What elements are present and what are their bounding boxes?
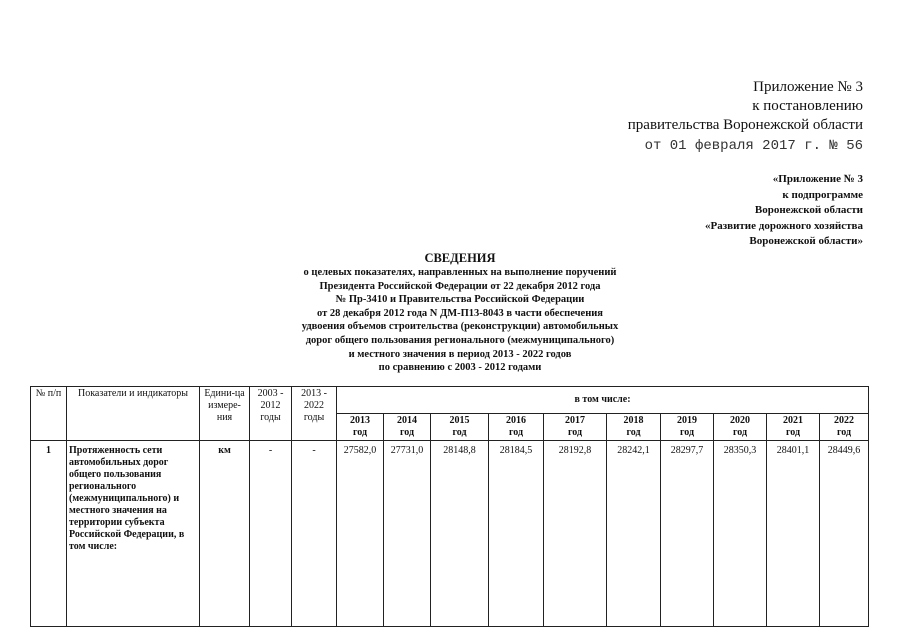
row-value-2014: 27731,0: [384, 441, 431, 627]
subannex-line-5: Воронежской области»: [749, 235, 863, 247]
annex-line-2: к постановлению: [752, 98, 863, 114]
year-unit: год: [785, 427, 801, 438]
year-unit: год: [679, 427, 695, 438]
heading-line: Президента Российской Федерации от 22 декабря 2012 года: [319, 280, 601, 292]
header-year: [384, 414, 431, 441]
annex-decree-number: от 01 февраля 2017 г. № 56: [644, 138, 863, 154]
table-header-row: [31, 387, 869, 414]
row-value-2015: 28148,8: [431, 441, 489, 627]
row-value-2013: 27582,0: [337, 441, 384, 627]
annex-block: [628, 78, 863, 156]
header-year: [714, 414, 767, 441]
year-unit: год: [452, 427, 467, 438]
year-label: 2016: [506, 415, 526, 426]
heading-line: и местного значения в период 2013 - 2022 годов: [348, 348, 572, 360]
header-year: [820, 414, 869, 441]
year-label: 2019: [677, 415, 697, 426]
subannex-line-1: «Приложение № 3: [772, 173, 863, 185]
header-unit: Едини-ца измере-ния: [200, 387, 250, 441]
header-num: № п/п: [31, 387, 67, 441]
row-value-2019: 28297,7: [661, 441, 714, 627]
header-year: [337, 414, 384, 441]
row-period-2003-2012: -: [250, 441, 292, 627]
document-title: СВЕДЕНИЯ: [424, 251, 496, 265]
header-year: [544, 414, 607, 441]
table-row: [31, 441, 869, 627]
year-unit: год: [837, 427, 852, 438]
year-unit: год: [732, 427, 748, 438]
heading-line: о целевых показателях, направленных на выполнение поручений: [303, 267, 617, 278]
row-value-2022: 28449,6: [820, 441, 869, 627]
header-year: [767, 414, 820, 441]
row-value-2021: 28401,1: [767, 441, 820, 627]
row-value-2018: 28242,1: [607, 441, 661, 627]
row-value-2020: 28350,3: [714, 441, 767, 627]
row-period-2013-2022: -: [292, 441, 337, 627]
header-indicators: Показатели и индикаторы: [67, 387, 200, 441]
header-year: [661, 414, 714, 441]
year-unit: год: [352, 427, 368, 438]
year-unit: год: [399, 427, 415, 438]
subannex-line-4: «Развитие дорожного хозяйства: [704, 219, 863, 232]
subannex-line-3: Воронежской области: [754, 204, 863, 216]
year-label: 2015: [449, 415, 470, 426]
row-value-2017: 28192,8: [544, 441, 607, 627]
heading-line: № Пр-3410 и Правительства Российской Федерации: [335, 294, 585, 306]
header-period-2003-2012: 2003 - 2012 годы: [250, 387, 292, 441]
header-year: [489, 414, 544, 441]
year-unit: год: [567, 427, 583, 438]
document-heading: [150, 250, 770, 375]
year-label: 2021: [783, 415, 803, 426]
annex-line-3: правительства Воронежской области: [627, 117, 863, 133]
year-label: 2022: [834, 415, 855, 426]
heading-line: дорог общего пользования регионального (межмуниципального): [305, 334, 615, 346]
year-label: 2014: [397, 415, 417, 426]
year-label: 2013: [350, 415, 370, 426]
row-unit: км: [200, 441, 250, 627]
year-label: 2020: [730, 415, 750, 426]
year-unit: год: [626, 427, 641, 438]
row-value-2016: 28184,5: [489, 441, 544, 627]
year-label: 2017: [565, 415, 585, 426]
heading-line: от 28 декабря 2012 года N ДМ-П13-8043 в части обеспечения: [316, 307, 603, 319]
subprogram-annex-block: [705, 172, 863, 250]
indicators-table: [30, 386, 869, 627]
year-unit: год: [508, 427, 524, 438]
row-number: 1: [31, 441, 67, 627]
subannex-line-2: к подпрограмме: [782, 188, 863, 201]
header-including: в том числе:: [337, 387, 869, 414]
header-year: [607, 414, 661, 441]
annex-line-1: Приложение № 3: [753, 79, 863, 95]
header-period-2013-2022: 2013 - 2022 годы: [292, 387, 337, 441]
row-indicator-name: Протяженность сети автомобильных дорог общего пользования регионального (межмуниципального) и местного значения на территории субъекта Российской Федерации, в том числе:: [67, 441, 200, 627]
heading-line: удвоения объемов строительства (реконструкции) автомобильных: [301, 321, 619, 333]
year-label: 2018: [623, 415, 644, 426]
header-year: [431, 414, 489, 441]
heading-line: по сравнению с 2003 - 2012 годами: [378, 362, 542, 374]
